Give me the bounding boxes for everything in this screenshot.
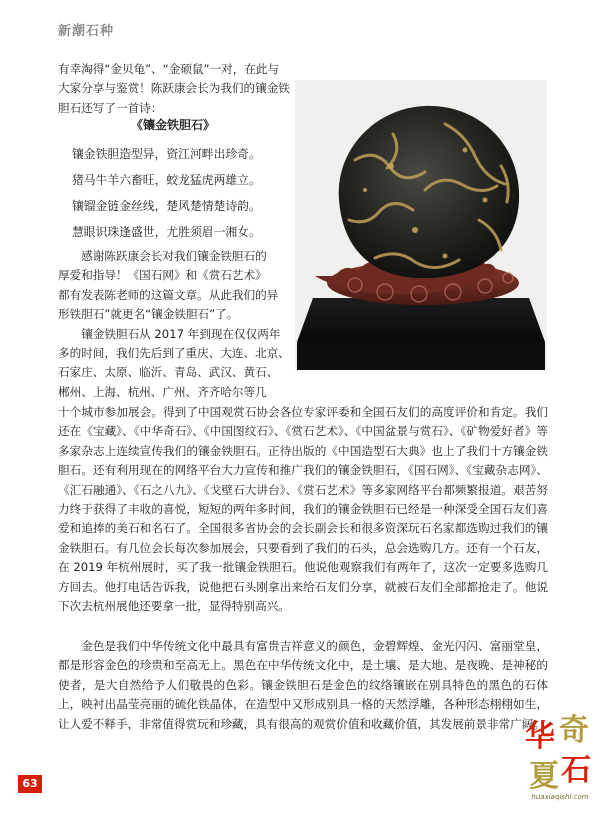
- watermark-url: huaxiaqishi.com: [531, 793, 589, 801]
- section-title: 新潮石种: [58, 24, 115, 39]
- narrow-text-column: [58, 247, 294, 402]
- poem-line: 镶金铁胆造型异，资江河畔出珍奇。: [72, 147, 261, 161]
- text-line: 镶金铁胆石从 2017 年到现在仅仅两年: [81, 326, 281, 341]
- text-line: 形铁胆石”就更名“镶金铁胆石”了。: [58, 307, 239, 322]
- poem-line: 镶镏金链金丝线，楚风楚情楚诗韵。: [72, 199, 261, 213]
- watermark-char: 华: [525, 719, 555, 754]
- paragraph-2-continued: 十个城市参加展会。得到了中国观赏石协会各位专家评委和全国石友们的高度评价和肯定。我们还在《宝藏》、《中华奇石》、《中国图纹石》、《赏石艺术》、《中国盆景与赏石》、《矿物爱好者》等多家杂志上连续宣传我们的镶金铁胆石。正待出版的《中国造型石大典》也上了我们十方镶金铁胆石。还有利用现在的网络平台大力宣传和推广我们的镶金铁胆石，《国石网》、《宝藏杂志网》、《汇石融通》、《石之八九》、《戈壁石大讲台》、《赏石艺术》等多家网络平台都频繁报道。艰苦努力终于获得了丰收的喜悦，短短的两年多时间，我们的镶金铁胆石已经是一种深受全国石友们喜爱和追捧的美石和名石了。全国很多省协会的会长副会长和很多资深玩石名家都选购过我们的镶金铁胆石。有几位会长每次参加展会，只要看到了我们的石头，总会选购几方。还有一个石友，在 2019 年杭州展时，买了我一批镶金铁胆石。他说他观察我们有两年了，这次一定要多选购几方回去。他打电话告诉我，说他把石头刚拿出来给石友们分享，就被石友们全部都抢走了。他说下次去杭州展他还要拿一批，显得特别高兴。: [58, 405, 548, 614]
- text-line: 厚爱和指导！《国石网》和《赏石艺术》: [58, 268, 267, 283]
- poem-line: 猪马牛羊六畜旺，蛟龙猛虎两雄立。: [72, 173, 261, 187]
- watermark-char: 石: [561, 753, 591, 788]
- text-line: 感谢陈跃康会长对我们镶金铁胆石的: [81, 249, 267, 263]
- watermark-char: 奇: [559, 713, 589, 748]
- paragraph-3: 金色是我们中华传统文化中最具有富贵吉祥意义的颜色，金碧辉煌、金光闪闪、富丽堂皇，都是形容金色的珍贵和至高无上。黑色在中华传统文化中，是土壤、是大地、是夜晚、是神秘的使者，是大自然给予人们敬畏的色彩。镶金铁胆石是金色的纹络镶嵌在别具特色的黑色的石体上，映衬出晶莹亮丽的硫化铁晶体，在造型中又形成别具一格的天然浮雕，各种形态栩栩如生，让人爱不释手，非常值得赏玩和珍藏，具有很高的观赏价值和收藏价值，其发展前景非常广阔。: [58, 639, 548, 731]
- text-line: 郴州、上海、杭州、广州、齐齐哈尔等几: [58, 384, 267, 399]
- text-line: 石家庄、太原、临沂、青岛、武汉、黄石、: [58, 365, 279, 380]
- poem-line: 慧眼识珠逢盛世，尤胜须眉一湘女。: [72, 225, 261, 239]
- watermark-char: 夏: [529, 759, 559, 794]
- stone-illustration: [295, 80, 547, 370]
- intro-paragraph: 有幸淘得“金贝龟”、“金硕鼠”一对，在此与大家分享与鉴赏！陈跃康会长为我们的镶金铁胆石还写了一首诗：: [58, 62, 290, 115]
- stone-photo: [295, 80, 547, 370]
- text-line: 都有发表陈老师的这篇文章。从此我们的异: [58, 287, 279, 302]
- site-watermark-logo: [525, 715, 595, 805]
- page-number: 63: [18, 775, 42, 793]
- poem-title: 《镶金铁胆石》: [130, 118, 215, 132]
- text-line: 多的时间，我们先后到了重庆、大连、北京、: [58, 346, 290, 361]
